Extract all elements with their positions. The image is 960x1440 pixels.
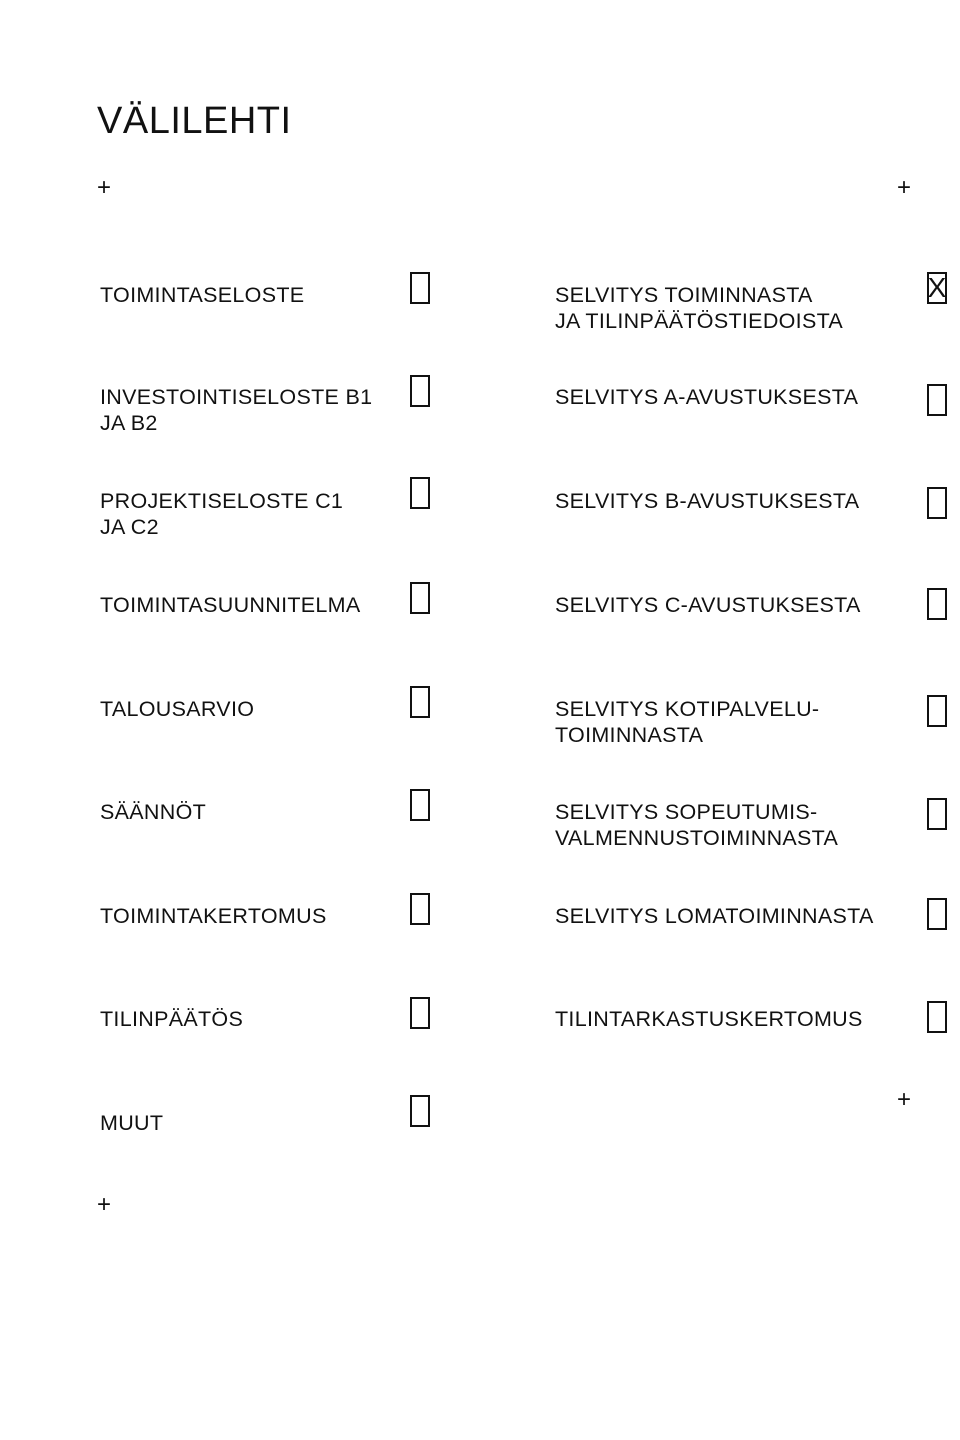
right-item-label-c-avustus: SELVITYS C-AVUSTUKSESTA xyxy=(555,593,861,617)
checkbox-toimintakertomus[interactable] xyxy=(410,893,430,925)
checkbox-sopeutumisvalmennus[interactable] xyxy=(927,798,947,830)
page-title: VÄLILEHTI xyxy=(97,100,292,142)
checkbox-tilinpaatos[interactable] xyxy=(410,997,430,1029)
plus-mark-bottom-left: + xyxy=(97,1191,112,1218)
plus-mark-bottom-right: + xyxy=(897,1086,912,1113)
left-item-label-toimintakertomus: TOIMINTAKERTOMUS xyxy=(100,904,327,928)
left-item-label-toimintaseloste: TOIMINTASELOSTE xyxy=(100,283,305,307)
checkbox-toimintaseloste[interactable] xyxy=(410,272,430,304)
checkbox-kotipalvelu[interactable] xyxy=(927,695,947,727)
checkbox-tilintarkastuskertomus[interactable] xyxy=(927,1001,947,1033)
checkbox-a-avustus[interactable] xyxy=(927,384,947,416)
left-item-label-projektiseloste: PROJEKTISELOSTE C1 JA C2 xyxy=(100,489,344,539)
checkbox-talousarvio[interactable] xyxy=(410,686,430,718)
checkbox-projektiseloste[interactable] xyxy=(410,477,430,509)
checkbox-saannot[interactable] xyxy=(410,789,430,821)
right-item-label-kotipalvelu: SELVITYS KOTIPALVELU- TOIMINNASTA xyxy=(555,697,820,747)
right-item-label-lomatoiminta: SELVITYS LOMATOIMINNASTA xyxy=(555,904,874,928)
checkbox-investointiseloste[interactable] xyxy=(410,375,430,407)
left-item-label-investointiseloste: INVESTOINTISELOSTE B1 JA B2 xyxy=(100,385,373,435)
left-item-label-talousarvio: TALOUSARVIO xyxy=(100,697,255,721)
right-item-label-tilintarkastuskertomus: TILINTARKASTUSKERTOMUS xyxy=(555,1007,863,1031)
right-item-label-a-avustus: SELVITYS A-AVUSTUKSESTA xyxy=(555,385,859,409)
left-item-label-toimintasuunnitelma: TOIMINTASUUNNITELMA xyxy=(100,593,361,617)
left-item-label-tilinpaatos: TILINPÄÄTÖS xyxy=(100,1007,244,1031)
checkbox-selvitys-toiminnasta[interactable]: X xyxy=(927,272,947,303)
checkbox-lomatoiminta[interactable] xyxy=(927,898,947,930)
left-item-label-saannot: SÄÄNNÖT xyxy=(100,800,207,824)
right-item-label-selvitys-toiminnasta: SELVITYS TOIMINNASTA JA TILINPÄÄTÖSTIEDOISTA xyxy=(555,283,844,333)
left-item-label-muut: MUUT xyxy=(100,1111,164,1135)
right-item-label-b-avustus: SELVITYS B-AVUSTUKSESTA xyxy=(555,489,860,513)
right-item-label-sopeutumisvalmennus: SELVITYS SOPEUTUMIS- VALMENNUSTOIMINNASTA xyxy=(555,800,839,850)
checkbox-b-avustus[interactable] xyxy=(927,487,947,519)
checkbox-c-avustus[interactable] xyxy=(927,588,947,620)
checkbox-toimintasuunnitelma[interactable] xyxy=(410,582,430,614)
plus-mark-top-right: + xyxy=(897,174,912,201)
plus-mark-top-left: + xyxy=(97,174,112,201)
checkbox-muut[interactable] xyxy=(410,1095,430,1127)
